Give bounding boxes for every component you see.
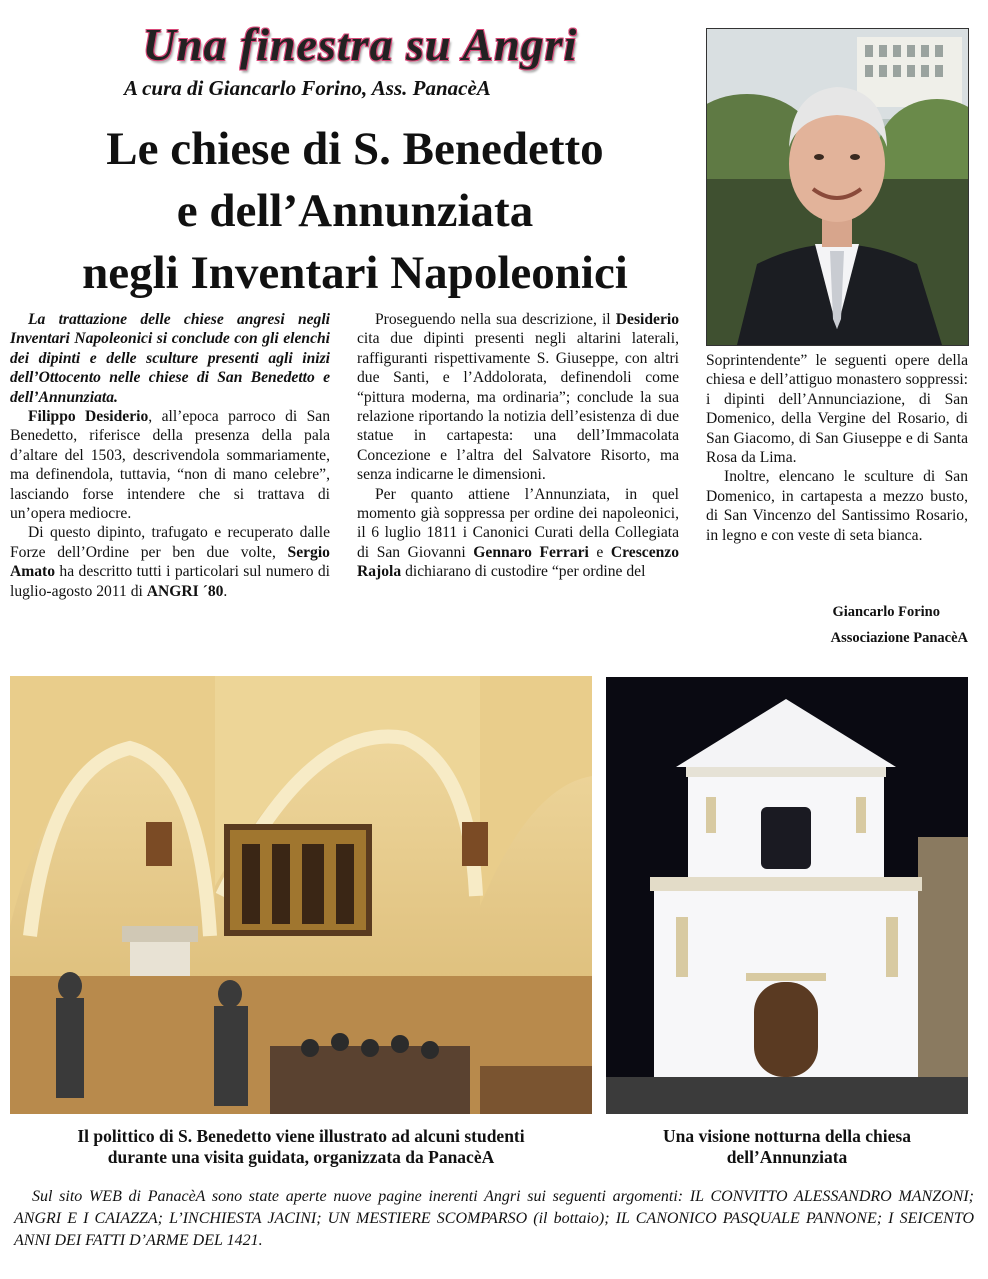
col2-paragraph-2-text: Per quanto attiene l’Annunziata, in quel momento già soppressa per ordine dei napoleonici, il 6 luglio 1811 i Canonici Curati della Collegiata di San Giovanni <box>357 485 679 561</box>
col1-paragraph-2 <box>10 523 330 601</box>
col1-paragraph-2-end: . <box>223 582 228 600</box>
author-portrait-photo <box>706 28 969 346</box>
interior-photo-caption <box>10 1126 592 1168</box>
col2-paragraph-1-text: Proseguendo nella sua descrizione, il <box>375 311 611 328</box>
church-facade-illustration <box>606 677 968 1114</box>
church-interior-photo <box>10 676 592 1114</box>
headline-line-3: negli Inventari Napoleonici <box>82 247 628 299</box>
person-name: Sergio Amato <box>10 543 330 581</box>
article-column-2 <box>357 310 679 582</box>
church-photo-caption <box>606 1126 968 1168</box>
article-column-3 <box>706 351 968 545</box>
church-facade-night-photo <box>606 677 968 1114</box>
person-name: Gennaro Ferrari <box>473 543 589 561</box>
person-name: Filippo Desiderio <box>28 408 149 426</box>
col2-paragraph-1 <box>357 310 679 485</box>
church-caption-line-2: dell’Annunziata <box>726 1147 848 1167</box>
signature-organization: Associazione PanacèA <box>830 630 968 646</box>
article-column-1 <box>10 310 330 601</box>
person-name: Desiderio <box>615 311 679 328</box>
article-headline <box>20 118 690 304</box>
article-lead-paragraph: La trattazione delle chiese angresi negli Inventari Napoleonici si conclude con gli elenchi dei dipinti e delle sculture presenti agli inizi dell’Ottocento nelle chiese di San Benedetto e dell’Annunziata. <box>10 311 330 406</box>
col1-paragraph-2-text-2: ha descritto tutti i particolari sul numero di luglio-agosto 2011 di <box>10 563 330 600</box>
col3-paragraph-2: Inoltre, elencano le sculture di San Domenico, in cartapesta a mezzo busto, di San Vincenzo del Santissimo Rosario, in legno e con veste di seta bianca. <box>706 468 968 544</box>
portrait-illustration <box>707 29 968 345</box>
headline-line-2: e dell’Annunziata <box>176 185 534 237</box>
church-caption-line-1: Una visione notturna della chiesa <box>663 1126 911 1146</box>
person-name: Crescenzo Rajola <box>357 543 680 581</box>
col2-paragraph-1-text-2: cita due dipinti presenti negli altarini laterali, raffiguranti rispettivamente S. Giuseppe, con altri due Santi, e l’Addolorata, definendoli come “pittura moderna, ma ordinaria”; conclude la sua relazione riportando la notizia dell’esistenza di due statue in cartapesta: una dell’Immacolata Concezione e l’altra del Salvatore Risorto, ma senza indicarne le dimensioni. <box>357 330 679 484</box>
headline-line-1: Le chiese di S. Benedetto <box>106 123 604 175</box>
col2-conjunction: e <box>588 543 611 561</box>
col2-paragraph-2-text-2: dichiarano di custodire “per ordine del <box>401 563 646 581</box>
signature-name: Giancarlo Forino <box>832 604 940 620</box>
masthead-title: Una finestra su Angri <box>142 19 578 70</box>
interior-caption-line-2: durante una visita guidata, organizzata da PanacèA <box>107 1147 495 1167</box>
col1-paragraph-1-text: , all’epoca parroco di San Benedetto, riferisce della presenza della pala d’altare del 1503, descrivendola sommariamente, ma definendola, tuttavia, “non di mano celebre”, lasciando forse intendere che si trattava di un’opera mediocre. <box>10 408 330 523</box>
col1-paragraph-2-text: Di questo dipinto, trafugato e recuperato dalle Forze dell’Ordine per ben due volte, <box>10 524 330 561</box>
website-note: Sul sito WEB di PanacèA sono state aperte nuove pagine inerenti Angri sui seguenti argomenti: IL CONVITTO ALESSANDRO MANZONI; ANGRI E I CAIAZZA; L’INCHIESTA JACINI; UN MESTIERE SCOMPARSO (il bottaio); IL CANONICO PASQUALE PANNONE; I SEICENTO ANNI DEI FATTI D’ARME DEL 1421. <box>14 1188 974 1249</box>
interior-illustration <box>10 676 592 1114</box>
col2-paragraph-2 <box>357 485 679 582</box>
interior-caption-line-1: Il polittico di S. Benedetto viene illustrato ad alcuni studenti <box>77 1126 525 1146</box>
col3-paragraph-1: Soprintendente” le seguenti opere della chiesa e dell’attiguo monastero soppressi: i dipinti dell’Annunciazione, di San Domenico, della Vergine del Rosario, di San Giacomo, di San Giuseppe e di Santa Rosa da Lima. <box>706 352 968 467</box>
col1-paragraph-1 <box>10 407 330 523</box>
byline-curator: A cura di Giancarlo Forino, Ass. PanacèA <box>124 76 491 100</box>
magazine-name: ANGRI ´80 <box>146 582 224 600</box>
